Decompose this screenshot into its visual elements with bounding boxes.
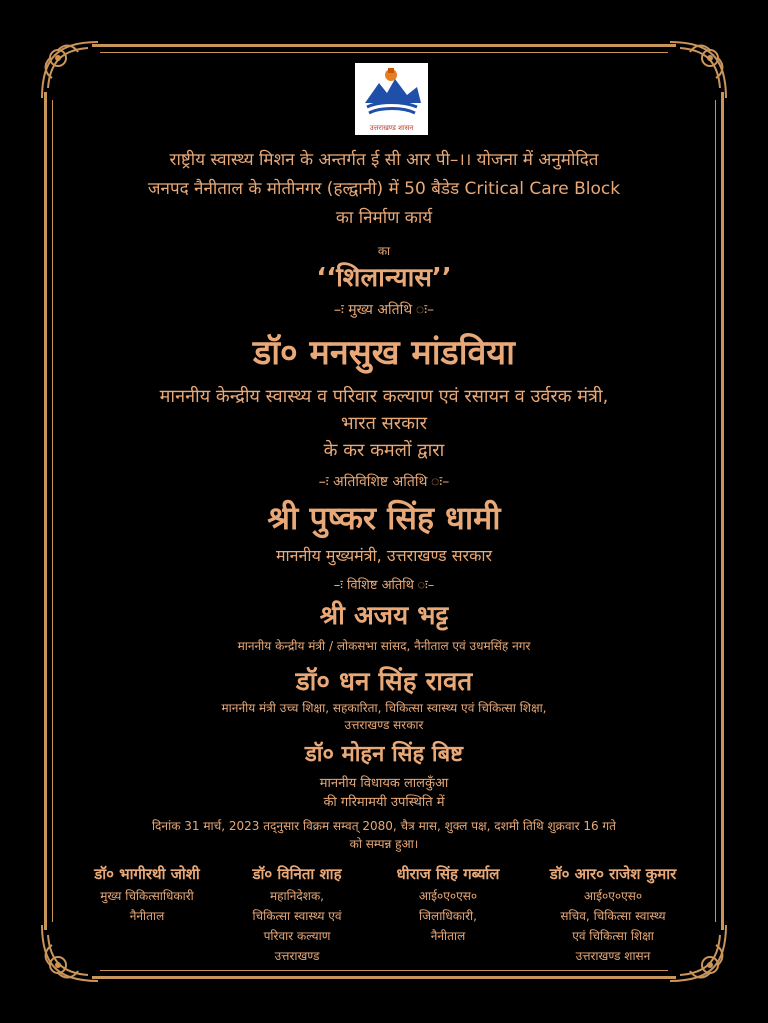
special-guest-2-designation-1: माननीय मंत्री उच्च शिक्षा, सहकारिता, चिकित्सा स्वास्थ्य एवं चिकित्सा शिक्षा, [221,701,547,715]
official-name: डॉ० विनिता शाह [252,865,342,883]
border-top-inner [100,52,668,53]
corner-ornament-icon [38,921,102,985]
heading-line-3: का निर्माण कार्य [335,208,433,228]
special-guest-2-name: डॉ० धन सिंह रावत [295,667,473,697]
official-title: सचिव, चिकित्सा स्वास्थ्य [560,909,666,923]
heading-line-2: जनपद नैनीताल के मोतीनगर (हल्द्वानी) में 50 बैडेड Critical Care Block [147,179,621,199]
official-title: आई०ए०एस० [418,889,478,903]
uttarakhand-logo [355,63,428,135]
chief-guest-by: के कर कमलों द्वारा [323,440,445,461]
official-title: उत्तराखण्ड [274,949,320,963]
official-name: डॉ० आर० राजेश कुमार [549,865,677,883]
uttarakhand-emblem-icon [355,63,428,123]
date-line-2: को सम्पन्न हुआ। [349,837,419,851]
vvip-guest-designation: माननीय मुख्यमंत्री, उत्तराखण्ड सरकार [275,546,493,565]
official-title: एवं चिकित्सा शिक्षा [572,929,654,943]
corner-ornament-icon [38,38,102,102]
official-title: महानिदेशक, [270,889,324,903]
official-title: जिलाधिकारी, [419,909,477,923]
official-title: आई०ए०एस० [583,889,643,903]
official-column [363,864,533,944]
official-column [212,864,382,964]
chief-guest-designation-2: भारत सरकार [340,413,428,434]
ka-text: का [377,244,391,258]
official-title: चिकित्सा स्वास्थ्य एवं [252,909,342,923]
corner-ornament-icon [666,38,730,102]
chief-guest-label: –ः मुख्य अतिथि ः– [333,302,435,318]
border-bottom-inner [100,970,668,971]
official-title: परिवार कल्याण [263,929,331,943]
special-guest-3-designation-2: की गरिमामयी उपस्थिति में [323,795,445,810]
special-guest-3-name: डॉ० मोहन सिंह बिष्ट [305,742,463,767]
special-guest-label: –ः विशिष्ट अतिथि ः– [333,578,435,593]
special-guest-1-name: श्री अजय भट्ट [319,601,449,631]
chief-guest-name: डॉ० मनसुख मांडविया [253,333,515,373]
special-guest-1-designation: माननीय केन्द्रीय मंत्री / लोकसभा सांसद, नैनीताल एवं उधमसिंह नगर [237,639,531,653]
border-top-outer [92,44,676,47]
logo-caption: उत्तराखण्ड शासन [369,124,414,132]
official-title: नैनीताल [430,929,466,943]
event-title: ‘‘शिलान्यास’’ [316,263,452,293]
official-title: मुख्य चिकित्साधिकारी [100,889,194,903]
date-line-1: दिनांक 31 मार्च, 2023 तद्नुसार विक्रम सम्वत् 2080, चैत्र मास, शुक्ल पक्ष, दशमी तिथि शुक्रवार 16 गते [151,819,617,833]
border-bottom-outer [92,976,676,979]
vvip-guest-label: –ः अतिविशिष्ट अतिथि ः– [318,474,450,490]
chief-guest-designation-1: माननीय केन्द्रीय स्वास्थ्य व परिवार कल्याण एवं रसायन व उर्वरक मंत्री, [159,386,609,407]
official-name: धीराज सिंह गर्ब्याल [396,865,500,883]
official-title: उत्तराखण्ड शासन [575,949,651,963]
official-title: नैनीताल [129,909,165,923]
special-guest-3-designation-1: माननीय विधायक लालकुँआ [319,776,449,791]
special-guest-2-designation-2: उत्तराखण्ड सरकार [344,718,424,732]
official-column [528,864,698,964]
official-column [62,864,232,924]
heading-line-1: राष्ट्रीय स्वास्थ्य मिशन के अन्तर्गत ई सी आर पी–।। योजना में अनुमोदित [169,150,599,170]
vvip-guest-name: श्री पुष्कर सिंह धामी [267,499,501,537]
official-name: डॉ० भागीरथी जोशी [94,865,200,883]
